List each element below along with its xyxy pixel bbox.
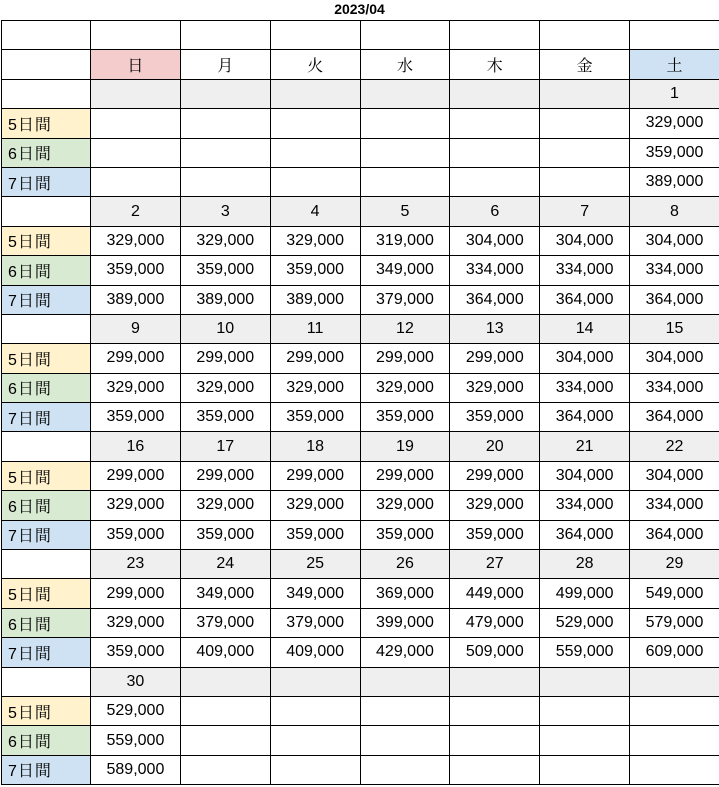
day-number-cell — [450, 667, 540, 696]
price-cell: 304,000 — [450, 226, 540, 255]
day-number-cell: 24 — [180, 550, 270, 579]
blank-cell — [91, 21, 181, 50]
price-cell — [630, 696, 719, 725]
day-number-cell: 25 — [270, 550, 360, 579]
price-cell: 329,000 — [360, 491, 450, 520]
day-number-cell: 8 — [630, 197, 719, 226]
day-number-cell: 9 — [91, 314, 181, 343]
price-cell — [450, 696, 540, 725]
price-row — [2, 579, 719, 608]
calendar-title: 2023/04 — [334, 1, 385, 17]
day-number-cell — [180, 667, 270, 696]
price-cell: 329,000 — [450, 491, 540, 520]
day-number-cell — [540, 79, 630, 108]
week-day-row — [2, 314, 719, 343]
price-cell — [360, 726, 450, 755]
price-cell: 334,000 — [630, 491, 719, 520]
price-cell: 334,000 — [630, 256, 719, 285]
price-cell: 559,000 — [540, 638, 630, 667]
price-cell — [360, 167, 450, 196]
day-number-cell: 21 — [540, 432, 630, 461]
day-number-cell: 4 — [270, 197, 360, 226]
price-cell: 364,000 — [540, 285, 630, 314]
price-row — [2, 373, 719, 402]
label-5-days: 5日間 — [2, 579, 91, 608]
week-day-row — [2, 79, 719, 108]
label-7-days: 7日間 — [2, 755, 91, 784]
label-7-days: 7日間 — [2, 403, 91, 432]
price-cell — [630, 726, 719, 755]
price-cell: 334,000 — [630, 373, 719, 402]
price-cell: 359,000 — [91, 520, 181, 549]
price-row — [2, 755, 719, 784]
day-number-cell — [180, 79, 270, 108]
weekday-tuesday: 火 — [270, 50, 360, 79]
price-row — [2, 344, 719, 373]
price-row — [2, 461, 719, 490]
week-corner-cell — [2, 314, 91, 343]
day-number-cell — [360, 79, 450, 108]
price-cell — [180, 726, 270, 755]
week-corner-cell — [2, 550, 91, 579]
price-cell: 379,000 — [180, 608, 270, 637]
price-cell: 329,000 — [91, 373, 181, 402]
price-cell: 319,000 — [360, 226, 450, 255]
price-cell: 359,000 — [450, 520, 540, 549]
price-cell — [270, 167, 360, 196]
price-cell — [270, 109, 360, 138]
price-cell: 329,000 — [91, 226, 181, 255]
price-cell: 364,000 — [630, 285, 719, 314]
price-row — [2, 403, 719, 432]
weekday-wednesday: 水 — [360, 50, 450, 79]
price-cell: 359,000 — [360, 403, 450, 432]
label-6-days: 6日間 — [2, 373, 91, 402]
price-cell: 329,000 — [270, 373, 360, 402]
label-5-days: 5日間 — [2, 226, 91, 255]
price-cell: 359,000 — [180, 403, 270, 432]
weekday-thursday: 木 — [450, 50, 540, 79]
day-number-cell: 23 — [91, 550, 181, 579]
price-cell: 359,000 — [91, 638, 181, 667]
day-number-cell: 13 — [450, 314, 540, 343]
label-6-days: 6日間 — [2, 608, 91, 637]
week-day-row — [2, 550, 719, 579]
price-cell: 409,000 — [270, 638, 360, 667]
weekday-friday: 金 — [540, 50, 630, 79]
price-cell: 299,000 — [91, 579, 181, 608]
day-number-cell: 16 — [91, 432, 181, 461]
price-cell: 379,000 — [270, 608, 360, 637]
price-cell: 334,000 — [540, 373, 630, 402]
day-number-cell: 28 — [540, 550, 630, 579]
price-cell: 389,000 — [630, 167, 719, 196]
blank-cell — [180, 21, 270, 50]
price-cell: 304,000 — [630, 461, 719, 490]
price-cell: 364,000 — [630, 403, 719, 432]
blank-cell — [2, 21, 91, 50]
price-cell — [270, 696, 360, 725]
price-cell: 359,000 — [180, 520, 270, 549]
price-cell — [91, 109, 181, 138]
price-cell: 379,000 — [360, 285, 450, 314]
day-number-cell: 6 — [450, 197, 540, 226]
price-cell — [540, 696, 630, 725]
day-number-cell: 1 — [630, 79, 719, 108]
price-cell: 359,000 — [270, 403, 360, 432]
price-row — [2, 520, 719, 549]
blank-cell — [270, 21, 360, 50]
week-corner-cell — [2, 432, 91, 461]
day-number-cell — [270, 667, 360, 696]
price-cell: 304,000 — [630, 226, 719, 255]
price-cell: 329,000 — [91, 608, 181, 637]
price-cell: 329,000 — [450, 373, 540, 402]
price-cell — [91, 138, 181, 167]
price-cell: 364,000 — [540, 520, 630, 549]
day-number-cell: 2 — [91, 197, 181, 226]
price-row — [2, 491, 719, 520]
price-cell: 334,000 — [540, 256, 630, 285]
day-number-cell: 7 — [540, 197, 630, 226]
price-cell: 399,000 — [360, 608, 450, 637]
price-row — [2, 167, 719, 196]
price-cell: 499,000 — [540, 579, 630, 608]
day-number-cell — [630, 667, 719, 696]
label-6-days: 6日間 — [2, 138, 91, 167]
price-cell — [540, 755, 630, 784]
price-cell: 509,000 — [450, 638, 540, 667]
day-number-cell: 20 — [450, 432, 540, 461]
price-cell: 359,000 — [630, 138, 719, 167]
price-calendar-table — [1, 20, 719, 785]
price-cell: 479,000 — [450, 608, 540, 637]
week-day-row — [2, 432, 719, 461]
price-cell — [450, 109, 540, 138]
price-cell — [630, 755, 719, 784]
price-cell: 364,000 — [630, 520, 719, 549]
price-cell: 409,000 — [180, 638, 270, 667]
day-number-cell: 30 — [91, 667, 181, 696]
price-cell — [360, 138, 450, 167]
price-row — [2, 608, 719, 637]
price-cell: 579,000 — [630, 608, 719, 637]
price-cell: 329,000 — [630, 109, 719, 138]
price-cell: 359,000 — [91, 256, 181, 285]
price-cell: 329,000 — [360, 373, 450, 402]
week-corner-cell — [2, 79, 91, 108]
price-cell: 389,000 — [180, 285, 270, 314]
price-cell: 329,000 — [270, 491, 360, 520]
weekday-saturday: 土 — [630, 50, 719, 79]
blank-cell — [360, 21, 450, 50]
price-cell — [180, 167, 270, 196]
price-cell: 299,000 — [270, 461, 360, 490]
price-cell — [540, 138, 630, 167]
day-number-cell: 29 — [630, 550, 719, 579]
price-row — [2, 285, 719, 314]
price-row — [2, 638, 719, 667]
price-cell: 589,000 — [91, 755, 181, 784]
price-cell — [180, 755, 270, 784]
price-cell: 369,000 — [360, 579, 450, 608]
price-cell: 349,000 — [270, 579, 360, 608]
label-6-days: 6日間 — [2, 726, 91, 755]
price-cell: 299,000 — [270, 344, 360, 373]
price-cell — [270, 726, 360, 755]
price-cell: 329,000 — [180, 373, 270, 402]
day-number-cell — [540, 667, 630, 696]
price-cell: 389,000 — [91, 285, 181, 314]
label-5-days: 5日間 — [2, 109, 91, 138]
price-row — [2, 138, 719, 167]
day-number-cell: 14 — [540, 314, 630, 343]
week-corner-cell — [2, 667, 91, 696]
weekday-header-row — [2, 50, 719, 79]
day-number-cell — [360, 667, 450, 696]
day-number-cell: 27 — [450, 550, 540, 579]
day-number-cell: 17 — [180, 432, 270, 461]
price-cell: 299,000 — [91, 461, 181, 490]
price-cell: 389,000 — [270, 285, 360, 314]
price-cell: 359,000 — [180, 256, 270, 285]
label-7-days: 7日間 — [2, 285, 91, 314]
blank-row — [2, 21, 719, 50]
price-cell: 364,000 — [450, 285, 540, 314]
price-cell — [450, 755, 540, 784]
price-cell: 449,000 — [450, 579, 540, 608]
price-cell — [540, 726, 630, 755]
price-cell: 359,000 — [450, 403, 540, 432]
price-cell — [450, 726, 540, 755]
price-cell: 304,000 — [630, 344, 719, 373]
price-cell — [180, 696, 270, 725]
week-corner-cell — [2, 197, 91, 226]
price-cell: 334,000 — [450, 256, 540, 285]
price-cell: 299,000 — [360, 344, 450, 373]
price-cell: 299,000 — [450, 461, 540, 490]
price-cell: 529,000 — [540, 608, 630, 637]
price-cell — [450, 167, 540, 196]
weekday-monday: 月 — [180, 50, 270, 79]
day-number-cell — [270, 79, 360, 108]
week-day-row — [2, 667, 719, 696]
day-number-cell: 18 — [270, 432, 360, 461]
price-cell — [540, 167, 630, 196]
price-cell: 299,000 — [450, 344, 540, 373]
blank-cell — [450, 21, 540, 50]
label-7-days: 7日間 — [2, 638, 91, 667]
price-cell — [180, 138, 270, 167]
price-cell: 329,000 — [180, 226, 270, 255]
price-cell: 329,000 — [91, 491, 181, 520]
label-6-days: 6日間 — [2, 491, 91, 520]
price-cell: 559,000 — [91, 726, 181, 755]
price-row — [2, 726, 719, 755]
price-cell: 304,000 — [540, 226, 630, 255]
weekday-sunday: 日 — [91, 50, 181, 79]
price-cell — [180, 109, 270, 138]
price-cell — [450, 138, 540, 167]
price-cell: 304,000 — [540, 344, 630, 373]
price-cell: 304,000 — [540, 461, 630, 490]
blank-cell — [630, 21, 719, 50]
label-5-days: 5日間 — [2, 461, 91, 490]
price-cell: 349,000 — [360, 256, 450, 285]
day-number-cell: 19 — [360, 432, 450, 461]
blank-cell — [540, 21, 630, 50]
day-number-cell: 26 — [360, 550, 450, 579]
price-cell — [270, 755, 360, 784]
day-number-cell: 5 — [360, 197, 450, 226]
price-cell: 359,000 — [360, 520, 450, 549]
price-cell: 359,000 — [270, 520, 360, 549]
price-cell — [360, 755, 450, 784]
price-cell: 299,000 — [360, 461, 450, 490]
week-day-row — [2, 197, 719, 226]
price-cell: 329,000 — [270, 226, 360, 255]
day-number-cell — [91, 79, 181, 108]
day-number-cell: 12 — [360, 314, 450, 343]
price-cell: 329,000 — [180, 491, 270, 520]
price-cell: 549,000 — [630, 579, 719, 608]
day-number-cell — [450, 79, 540, 108]
price-cell — [540, 109, 630, 138]
price-cell: 429,000 — [360, 638, 450, 667]
corner-cell — [2, 50, 91, 79]
price-row — [2, 696, 719, 725]
price-cell: 299,000 — [91, 344, 181, 373]
price-cell — [91, 167, 181, 196]
price-cell: 529,000 — [91, 696, 181, 725]
price-cell: 609,000 — [630, 638, 719, 667]
price-cell — [270, 138, 360, 167]
day-number-cell: 3 — [180, 197, 270, 226]
price-cell — [360, 696, 450, 725]
price-cell: 349,000 — [180, 579, 270, 608]
price-cell: 334,000 — [540, 491, 630, 520]
day-number-cell: 22 — [630, 432, 719, 461]
price-cell: 359,000 — [91, 403, 181, 432]
label-7-days: 7日間 — [2, 520, 91, 549]
price-cell: 364,000 — [540, 403, 630, 432]
price-cell: 359,000 — [270, 256, 360, 285]
day-number-cell: 15 — [630, 314, 719, 343]
price-row — [2, 256, 719, 285]
label-5-days: 5日間 — [2, 344, 91, 373]
label-7-days: 7日間 — [2, 167, 91, 196]
price-row — [2, 226, 719, 255]
day-number-cell: 10 — [180, 314, 270, 343]
label-6-days: 6日間 — [2, 256, 91, 285]
price-cell: 299,000 — [180, 344, 270, 373]
label-5-days: 5日間 — [2, 696, 91, 725]
price-cell: 299,000 — [180, 461, 270, 490]
price-row — [2, 109, 719, 138]
price-cell — [360, 109, 450, 138]
day-number-cell: 11 — [270, 314, 360, 343]
